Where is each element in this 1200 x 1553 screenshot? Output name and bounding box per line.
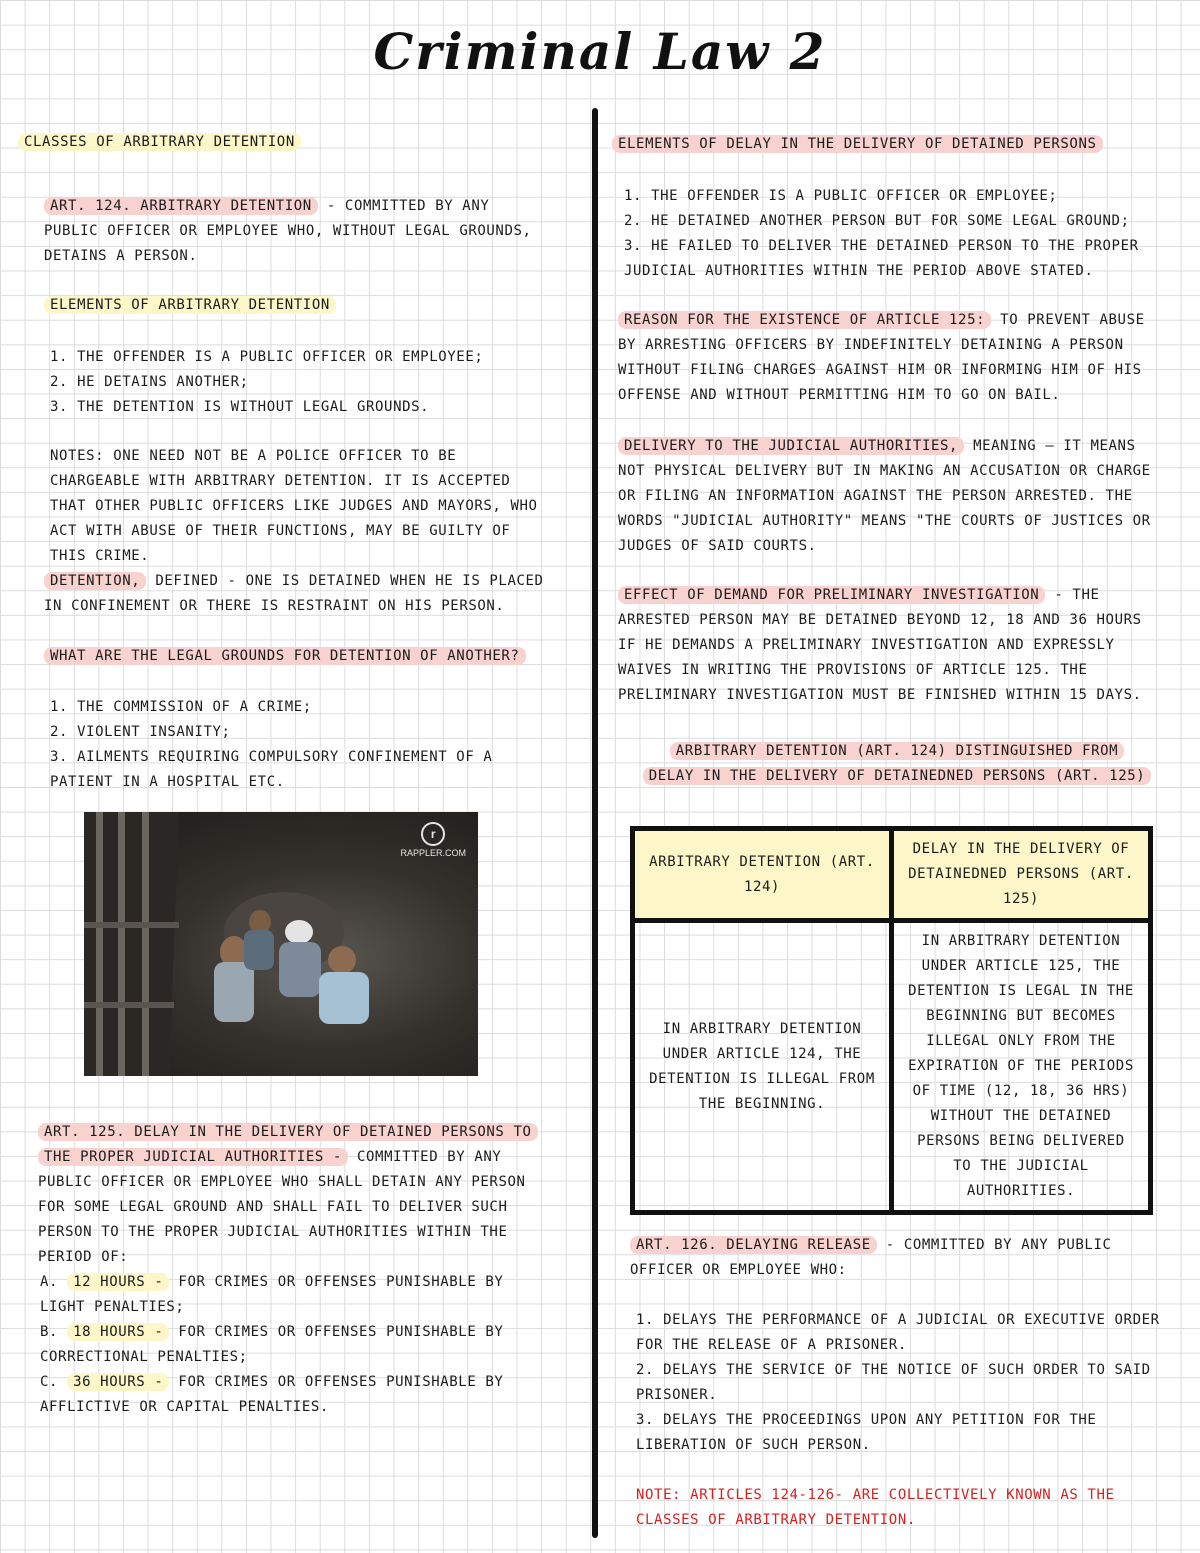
reason-text: TO PREVENT ABUSE BY ARRESTING OFFICERS BY INDEFINITELY DETAINING A PERSON WITHOUT FILING CHARGES AGAINST HIM OR INFORMING HIM OF HIS OFFENSE AND WITHOUT PERMITTING HIM TO GO ON BAIL. [618,312,1145,403]
elements-list [50,345,570,420]
list-item [40,1270,540,1320]
list-item: 3. HE FAILED TO DELIVER THE DETAINED PERSON TO THE PROPER JUDICIAL AUTHORITIES WITHIN THE PERIOD ABOVE STATED. [624,238,1139,279]
table-header-art124: ARBITRARY DETENTION (ART. 124) [633,829,892,921]
distinguished-heading [612,739,1182,789]
reason-label: REASON FOR THE EXISTENCE OF ARTICLE 125: [618,311,991,329]
effect-label: EFFECT OF DEMAND FOR PRELIMINARY INVESTIGATION [618,586,1045,604]
elements-heading: ELEMENTS OF ARBITRARY DETENTION [44,296,336,314]
art125-label: ART. 125. DELAY IN THE DELIVERY OF DETAINED PERSONS TO THE PROPER JUDICIAL AUTHORITIES - [38,1123,538,1166]
art126-list [636,1308,1166,1458]
effect-paragraph [618,583,1158,708]
art126-definition [630,1233,1175,1283]
period-text: FOR CRIMES OR OFFENSES PUNISHABLE BY CORRECTIONAL PENALTIES; [40,1324,504,1365]
detention-definition [44,569,544,619]
distinguished-line-1: ARBITRARY DETENTION (ART. 124) DISTINGUISHED FROM [670,742,1124,760]
delivery-text: MEANING — IT MEANS NOT PHYSICAL DELIVERY BUT IN MAKING AN ACCUSATION OR CHARGE OR FILING AN INFORMATION AGAINST THE PERSON ARRESTED. THE WORDS "JUDICIAL AUTHORITY" MEANS "THE COURTS OF JUSTICES OR JUDGES OF SAID COURTS. [618,438,1151,554]
photo-logo-text: RAPPLER.COM [400,848,466,858]
list-item: 1. DELAYS THE PERFORMANCE OF A JUDICIAL OR EXECUTIVE ORDER FOR THE RELEASE OF A PRISONER. [636,1312,1160,1353]
list-item: 2. HE DETAINED ANOTHER PERSON BUT FOR SOME LEGAL GROUND; [624,213,1130,229]
elements-heading-block [44,293,564,318]
list-item: 1. THE OFFENDER IS A PUBLIC OFFICER OR EMPLOYEE; [624,188,1058,204]
grounds-question: WHAT ARE THE LEGAL GROUNDS FOR DETENTION OF ANOTHER? [44,647,526,665]
list-item: 3. THE DETENTION IS WITHOUT LEGAL GROUNDS. [50,399,430,415]
grounds-list [50,695,510,795]
detention-text: DEFINED - ONE IS DETAINED WHEN HE IS PLACED IN CONFINEMENT OR THERE IS RESTRAINT ON HIS PERSON. [44,573,544,614]
table-row [633,921,1151,1213]
art124-definition [44,194,544,269]
delivery-paragraph [618,434,1158,559]
table-cell-art125: IN ARBITRARY DETENTION UNDER ARTICLE 125, THE DETENTION IS LEGAL IN THE BEGINNING BUT BECOMES ILLEGAL ONLY FROM THE EXPIRATION OF THE PERIODS OF TIME (12, 18, 36 HRS) WITHOUT THE DETAINED PERSONS BEING DELIVERED TO THE JUDICIAL AUTHORITIES. [892,921,1151,1213]
table-header-row [633,829,1151,921]
effect-text: - THE ARRESTED PERSON MAY BE DETAINED BEYOND 12, 18 AND 36 HOURS IF HE DEMANDS A PRELIMINARY INVESTIGATION AND EXPRESSLY WAIVES IN WRITING THE PROVISIONS OF ARTICLE 125. THE PRELIMINARY INVESTIGATION MUST BE FINISHED WITHIN 15 DAYS. [618,587,1142,703]
period-text: FOR CRIMES OR OFFENSES PUNISHABLE BY AFFLICTIVE OR CAPITAL PENALTIES. [40,1374,504,1415]
list-item [40,1370,540,1420]
distinguished-line-2: DELAY IN THE DELIVERY OF DETAINEDNED PERSONS (ART. 125) [643,767,1152,785]
art124-label: ART. 124. ARBITRARY DETENTION [44,197,318,215]
period-prefix: A. [40,1274,59,1290]
list-item: 3. AILMENTS REQUIRING COMPULSORY CONFINEMENT OF A PATIENT IN A HOSPITAL ETC. [50,749,493,790]
list-item: 1. THE OFFENDER IS A PUBLIC OFFICER OR EMPLOYEE; [50,349,484,365]
period-hours: 36 HOURS - [67,1373,169,1391]
delivery-label: DELIVERY TO THE JUDICIAL AUTHORITIES, [618,437,964,455]
art125-definition [38,1120,548,1270]
column-divider [592,108,598,1538]
delay-elements-heading: ELEMENTS OF DELAY IN THE DELIVERY OF DETAINED PERSONS [612,135,1103,153]
classes-heading-block [18,130,578,155]
art126-label: ART. 126. DELAYING RELEASE [630,1236,877,1254]
final-note: NOTE: ARTICLES 124-126- ARE COLLECTIVELY KNOWN AS THE CLASSES OF ARBITRARY DETENTION. [636,1487,1115,1528]
page-title: Criminal Law 2 [373,22,827,81]
art126-text: - COMMITTED BY ANY PUBLIC OFFICER OR EMPLOYEE WHO: [630,1237,1112,1278]
period-prefix: C. [40,1374,59,1390]
list-item: 2. DELAYS THE SERVICE OF THE NOTICE OF SUCH ORDER TO SAID PRISONER. [636,1362,1151,1403]
list-item: 2. HE DETAINS ANOTHER; [50,374,249,390]
photo-logo [400,822,466,858]
table-header-art125: DELAY IN THE DELIVERY OF DETAINEDNED PERSONS (ART. 125) [892,829,1151,921]
grounds-question-block [44,644,584,669]
delay-elements-heading-block [612,132,1182,157]
period-text: FOR CRIMES OR OFFENSES PUNISHABLE BY LIGHT PENALTIES; [40,1274,504,1315]
list-item: 2. VIOLENT INSANITY; [50,724,231,740]
delay-elements-list [624,184,1164,284]
classes-heading: CLASSES OF ARBITRARY DETENTION [18,133,301,151]
list-item: 1. THE COMMISSION OF A CRIME; [50,699,312,715]
rappler-logo-icon: r [421,822,445,846]
jail-cell-photo [84,812,478,1076]
period-prefix: B. [40,1324,59,1340]
reason-paragraph [618,308,1158,408]
periods-list [40,1270,540,1420]
list-item: 3. DELAYS THE PROCEEDINGS UPON ANY PETITION FOR THE LIBERATION OF SUCH PERSON. [636,1412,1097,1453]
period-hours: 18 HOURS - [67,1323,169,1341]
period-hours: 12 HOURS - [67,1273,169,1291]
comparison-table [630,826,1153,1215]
table-cell-art124: IN ARBITRARY DETENTION UNDER ARTICLE 124, THE DETENTION IS ILLEGAL FROM THE BEGINNING. [633,921,892,1213]
art125-text: COMMITTED BY ANY PUBLIC OFFICER OR EMPLOYEE WHO SHALL DETAIN ANY PERSON FOR SOME LEGAL GROUND AND SHALL FAIL TO DELIVER SUCH PERSON TO THE PROPER JUDICIAL AUTHORITIES WITHIN THE PERIOD OF: [38,1149,526,1265]
art124-text: - COMMITTED BY ANY PUBLIC OFFICER OR EMPLOYEE WHO, WITHOUT LEGAL GROUNDS, DETAINS A PERSON. [44,198,532,264]
notes-paragraph: NOTES: ONE NEED NOT BE A POLICE OFFICER TO BE CHARGEABLE WITH ARBITRARY DETENTION. IT IS ACCEPTED THAT OTHER PUBLIC OFFICERS LIKE JUDGES AND MAYORS, WHO ACT WITH ABUSE OF THEIR FUNCTIONS, MAY BE GUILTY OF THIS CRIME. [50,448,538,564]
list-item [40,1320,540,1370]
detention-label: DETENTION, [44,572,146,590]
